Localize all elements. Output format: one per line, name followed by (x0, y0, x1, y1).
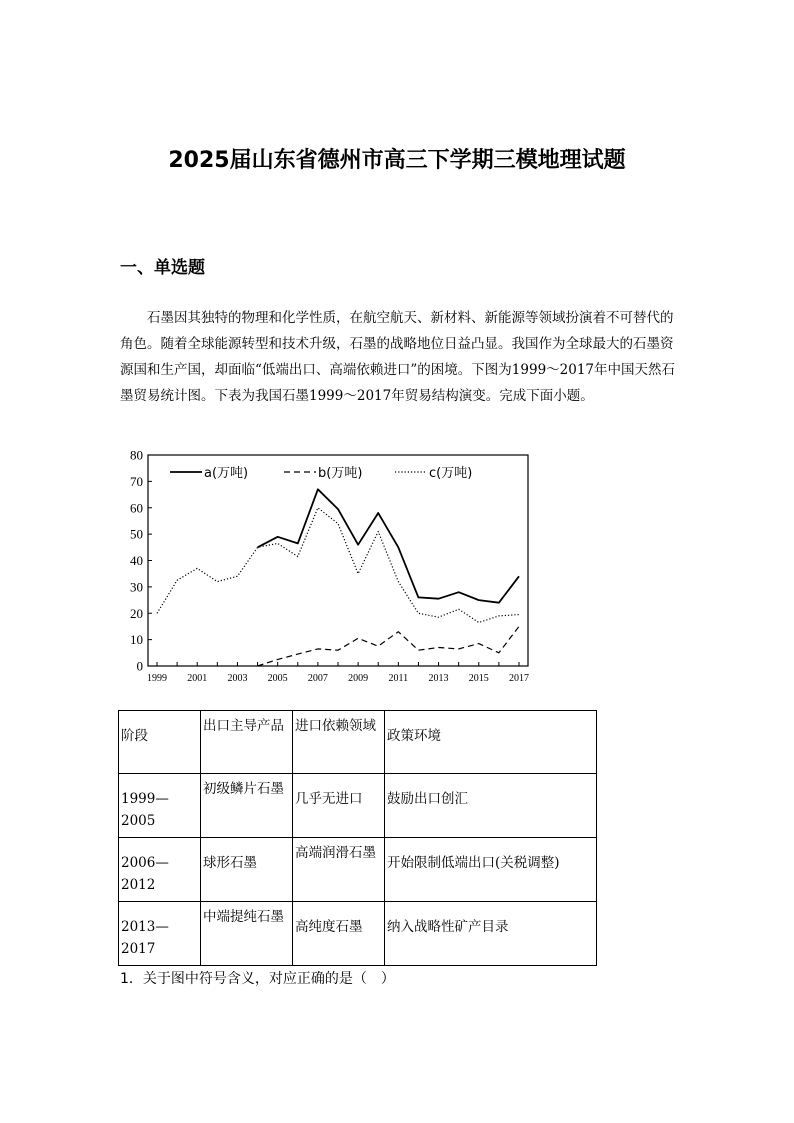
y-tick-label: 20 (130, 605, 143, 621)
table-cell: 鼓励出口创汇 (385, 774, 597, 838)
legend-label: a(万吨) (204, 466, 249, 481)
table-cell: 1999—2005 (119, 774, 201, 838)
trade-line-chart (116, 447, 536, 692)
x-tick-label: 2017 (509, 673, 529, 684)
series-line (157, 508, 519, 623)
table-cell: 几乎无进口 (293, 774, 385, 838)
table-cell: 球形石墨 (201, 838, 293, 902)
question-stem (120, 305, 680, 409)
plot-frame (148, 455, 528, 666)
table-cell: 2013—2017 (119, 902, 201, 966)
x-tick-label: 2003 (227, 673, 248, 684)
x-tick-label: 2001 (187, 673, 208, 684)
table-row (119, 774, 597, 838)
table-cell: 开始限制低端出口(关税调整) (385, 838, 597, 902)
y-tick-label: 60 (130, 500, 143, 516)
table-cell: 初级鳞片石墨 (201, 774, 293, 838)
table-cell: 纳入战略性矿产目录 (385, 902, 597, 966)
y-tick-label: 70 (130, 473, 143, 489)
x-tick-label: 2009 (348, 673, 369, 684)
table-row (119, 838, 597, 902)
trade-structure-table (118, 710, 597, 966)
y-tick-label: 0 (136, 658, 143, 674)
page-title: 2025届山东省德州市高三下学期三模地理试题 (168, 148, 626, 173)
table-header-row (119, 711, 597, 774)
stem-text: 石墨因其独特的物理和化学性质，在航空航天、新材料、新能源等领域扮演着不可替代的角色。随着全球能源转型和技术升级，石墨的战略地位日益凸显。我国作为全球最大的石墨资源国和生产国，却面临“低端出口、高端依赖进口”的困境。下图为1999～2017年中国天然石墨贸易统计图。下表为我国石墨1999～2017年贸易结构演变。完成下面小题。 (120, 310, 676, 404)
x-tick-label: 2007 (307, 673, 328, 684)
x-tick-label: 2005 (267, 673, 288, 684)
y-tick-label: 50 (130, 526, 143, 542)
x-tick-label: 1999 (147, 673, 167, 684)
y-tick-label: 10 (130, 632, 143, 648)
header-cell: 政策环境 (385, 711, 597, 774)
table-cell: 中端提纯石墨 (201, 902, 293, 966)
table-cell: 高端润滑石墨 (293, 838, 385, 902)
y-tick-label: 40 (130, 553, 143, 568)
x-tick-label: 2015 (468, 673, 489, 684)
section-heading: 一、单选题 (120, 258, 205, 278)
legend-label: c(万吨) (429, 466, 473, 481)
table-cell: 2006—2012 (119, 838, 201, 902)
header-cell: 阶段 (119, 711, 201, 774)
legend-label: b(万吨) (318, 466, 363, 481)
y-tick-label: 80 (130, 447, 143, 463)
question-1: 1．关于图中符号含义，对应正确的是（ ） (120, 971, 395, 987)
table-cell: 高纯度石墨 (293, 902, 385, 966)
table-row (119, 902, 597, 966)
y-tick-label: 30 (130, 579, 143, 595)
series-line (258, 626, 519, 666)
x-tick-label: 2011 (388, 673, 409, 684)
header-cell: 出口主导产品 (201, 711, 293, 774)
x-tick-label: 2013 (428, 673, 449, 684)
header-cell: 进口依赖领域 (293, 711, 385, 774)
series-line (258, 489, 519, 602)
